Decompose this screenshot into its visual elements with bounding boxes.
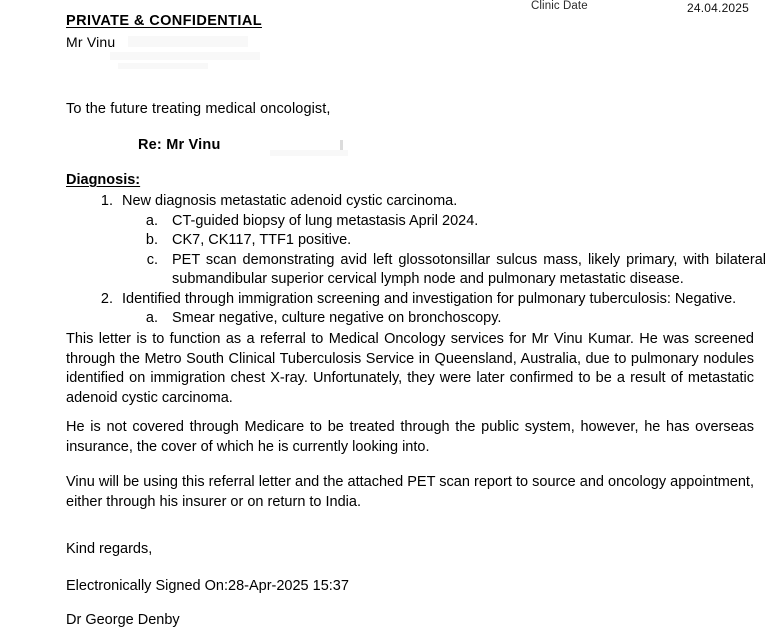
redaction-smudge: [110, 52, 260, 60]
body-paragraph-3: Vinu will be using this referral letter and the attached PET scan report to source and oncology appointment, either through his insurer or on return to India.: [66, 474, 754, 510]
list-item: [66, 192, 766, 290]
clinic-date-value: 24.04.2025: [687, 1, 750, 15]
salutation: To the future treating medical oncologist,: [66, 101, 331, 117]
list-marker: 1.: [100, 193, 113, 209]
confidential-notice: PRIVATE & CONFIDENTIAL: [66, 13, 262, 29]
list-marker: b.: [145, 232, 158, 248]
redaction-smudge: [118, 63, 208, 69]
kind-regards: Kind regards,: [66, 541, 153, 557]
list-item: [66, 290, 766, 329]
list-item-text: CK7, CK117, TTF1 positive.: [172, 232, 352, 248]
signatory-name: Dr George Denby: [66, 612, 180, 628]
redaction-smudge: [340, 140, 343, 150]
diagnosis-sublist: [122, 212, 766, 290]
list-item-text: Smear negative, culture negative on bronchoscopy.: [172, 310, 502, 326]
list-item: [122, 251, 766, 290]
list-item: [122, 309, 766, 329]
electronic-signature: Electronically Signed On:28-Apr-2025 15:37: [66, 578, 349, 594]
list-item-text: New diagnosis metastatic adenoid cystic carcinoma.: [122, 193, 458, 209]
diagnosis-sublist: [122, 309, 766, 329]
list-marker: a.: [145, 212, 158, 229]
list-item: [122, 231, 766, 251]
redaction-smudge: [128, 36, 248, 47]
list-item-text: PET scan demonstrating avid left glossotonsillar sulcus mass, likely primary, with bilateral submandibular superior cervical lymph node and pulmonary metastatic disease.: [172, 251, 766, 287]
diagnosis-heading: Diagnosis:: [66, 172, 141, 188]
body-paragraph-2: He is not covered through Medicare to be treated through the public system, however, he has overseas insurance, the cover of which he is currently looking into.: [66, 419, 754, 455]
list-item-text: CT-guided biopsy of lung metastasis April 2024.: [172, 212, 479, 229]
body-paragraph-1: This letter is to function as a referral to Medical Oncology services for Mr Vinu Kumar. He was screened through the Metro South Clinical Tuberculosis Service in Queensland, Australia, due to pulmonary nodules identified on immigration chest X-ray. Unfortunately, they were later confirmed to be a result of metastatic adenoid cystic carcinoma.: [66, 331, 754, 406]
addressee-name: Mr Vinu: [66, 34, 116, 50]
diagnosis-list: [66, 192, 766, 329]
redaction-smudge: [270, 150, 348, 156]
list-item: [122, 212, 766, 232]
list-marker: c.: [146, 251, 158, 268]
list-marker: a.: [145, 310, 158, 326]
list-item-text: Identified through immigration screening and investigation for pulmonary tuberculosis: Negative.: [122, 290, 737, 307]
list-marker: 2.: [100, 290, 113, 307]
re-line: Re: Mr Vinu: [138, 137, 221, 153]
clinic-date-label: Clinic Date: [531, 0, 588, 12]
